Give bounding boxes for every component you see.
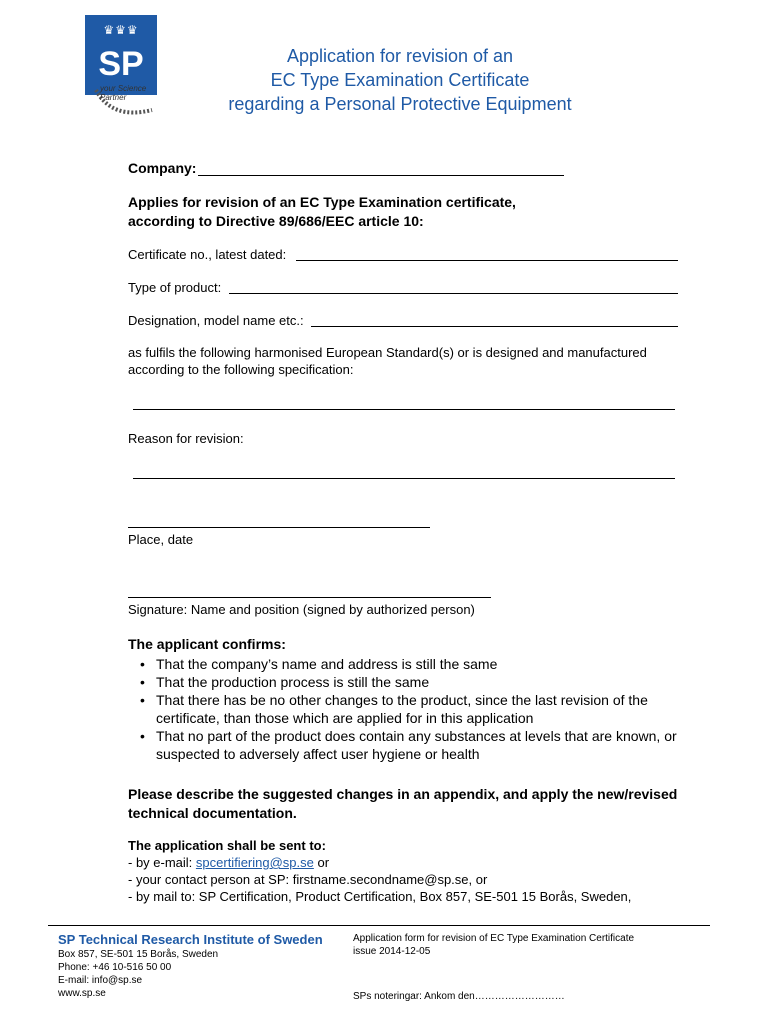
send-email-row: - by e-mail: spcertifiering@sp.se or bbox=[128, 855, 330, 870]
describe-text bbox=[128, 785, 677, 823]
crown-icon: ♛♛♛ bbox=[103, 23, 139, 37]
fulfils-line-1: as fulfils the following harmonised European Standard(s) or is designed and manufactured bbox=[128, 345, 647, 360]
fulfils-line-2: according to the following specification: bbox=[128, 362, 354, 377]
designation-label: Designation, model name etc.: bbox=[128, 313, 304, 328]
footer-divider bbox=[48, 925, 710, 926]
logo-tagline-text: your Science Partner bbox=[100, 84, 147, 102]
footer-web: www.sp.se bbox=[58, 988, 106, 999]
place-date-field[interactable] bbox=[128, 513, 430, 528]
footer-address: Box 857, SE-501 15 Borås, Sweden bbox=[58, 949, 219, 960]
footer-notes: SPs noteringar: Ankom den……………………… bbox=[353, 991, 565, 1002]
footer-org: SP Technical Research Institute of Sweden bbox=[58, 932, 323, 947]
certificate-field[interactable] bbox=[296, 246, 678, 261]
confirm-item: • That there has be no other changes to the product, since the last revision of the certificate, than those which are applied for in this application bbox=[156, 691, 708, 727]
describe-line-2: technical documentation. bbox=[128, 805, 297, 821]
confirm-item: • That the company’s name and address is still the same bbox=[156, 655, 708, 673]
title-line-3: regarding a Personal Protective Equipment bbox=[228, 94, 572, 114]
send-list bbox=[128, 854, 631, 905]
send-heading: The application shall be sent to: bbox=[128, 838, 326, 853]
send-contact-row: - your contact person at SP: firstname.secondname@sp.se, or bbox=[128, 872, 488, 887]
product-label: Type of product: bbox=[128, 280, 222, 295]
describe-line-1: Please describe the suggested changes in an appendix, and apply the new/revised bbox=[128, 786, 678, 802]
footer-form-info bbox=[353, 932, 634, 958]
footer-issue: issue 2014-12-05 bbox=[353, 946, 431, 957]
applies-line-1: Applies for revision of an EC Type Examination certificate, bbox=[128, 194, 516, 210]
footer-address-block bbox=[58, 948, 218, 1000]
place-date-label: Place, date bbox=[128, 532, 194, 547]
confirm-heading: The applicant confirms: bbox=[128, 636, 286, 652]
confirm-item: • That no part of the product does contain any substances at levels that are known, or suspected to adversely affect user hygiene or health bbox=[156, 727, 708, 763]
confirm-list bbox=[128, 655, 708, 763]
title-line-2: EC Type Examination Certificate bbox=[270, 70, 530, 90]
title-line-1: Application for revision of an bbox=[286, 46, 514, 66]
send-mail-row: - by mail to: SP Certification, Product Certification, Box 857, SE-501 15 Borås, Sweden, bbox=[128, 889, 632, 904]
reason-label: Reason for revision: bbox=[128, 431, 244, 446]
specification-field[interactable] bbox=[133, 395, 675, 410]
designation-field[interactable] bbox=[311, 312, 678, 327]
product-field[interactable] bbox=[229, 279, 678, 294]
logo-text: SP bbox=[98, 45, 144, 83]
company-field[interactable] bbox=[198, 160, 564, 176]
certificate-label: Certificate no., latest dated: bbox=[128, 247, 287, 262]
footer-phone: Phone: +46 10-516 50 00 bbox=[58, 962, 172, 973]
applies-heading bbox=[128, 193, 516, 231]
applies-line-2: according to Directive 89/686/EEC article 10: bbox=[128, 213, 424, 229]
signature-field[interactable] bbox=[128, 583, 491, 598]
signature-label: Signature: Name and position (signed by authorized person) bbox=[128, 602, 475, 617]
page-title bbox=[150, 44, 650, 116]
email-link[interactable]: spcertifiering@sp.se bbox=[195, 855, 314, 870]
confirm-item: • That the production process is still the same bbox=[156, 673, 708, 691]
fulfils-text bbox=[128, 344, 647, 378]
footer-form-name: Application form for revision of EC Type Examination Certificate bbox=[353, 933, 635, 944]
footer-email: E-mail: info@sp.se bbox=[58, 975, 143, 986]
company-label: Company: bbox=[128, 160, 197, 176]
reason-field[interactable] bbox=[133, 464, 675, 479]
